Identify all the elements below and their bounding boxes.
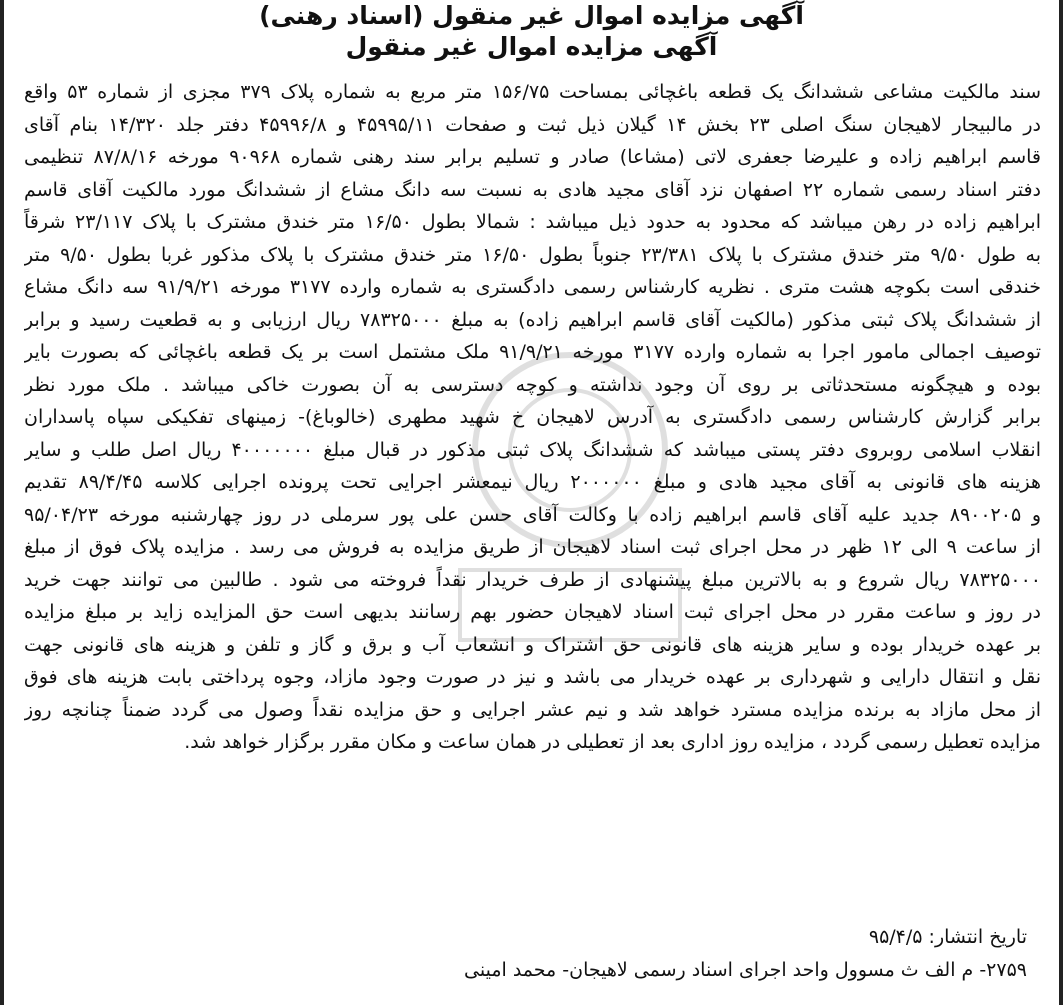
body-line: و ۸۹۰۰۲۰۵ جدید علیه آقای قاسم ابراهیم زاده با وکالت آقای حسن علی پور سرملی در روز چهارشنبه مورخه ۹۵/۰۴/۲۳ — [24, 503, 1041, 526]
body-line: ۷۸۳۲۵۰۰۰ ریال شروع و به بالاترین مبلغ پیشنهادی از طرف خریدار نقداً فروخته می شود . طالبین می توانند جهت خرید — [24, 568, 1041, 591]
body-line: نقل و انتقال دارایی و شهرداری بر عهده خریدار می باشد و نیز در صورت وجود مازاد، وجوه پرداختی بابت هزینه های فوق — [24, 666, 1041, 688]
body-line: مزایده تعطیل رسمی گردد ، مزایده روز اداری بعد از تعطیلی در همان ساعت و مکان مقرر برگزار خواهد شد. — [184, 731, 1041, 753]
body-line: به طول ۹/۵۰ متر خندق مشترک با پلاک ۲۳/۳۸۱ جنوباً بطول ۱۶/۵۰ متر خندق مشترک با پلاک مذکور غربا بطول ۹/۵۰ متر — [24, 243, 1041, 266]
notice-title: آگهی مزایده اموال غیر منقول (اسناد رهنی) — [259, 1, 804, 30]
body-line: توصیف اجمالی مامور اجرا به شماره وارده ۳۱۷۷ مورخه ۹۱/۹/۲۱ ملک مشتمل است بر یک قطعه باغچائی که بصورت بایر — [24, 341, 1041, 363]
body-line: بوده و هیچگونه مستحدثاتی بر روی آن وجود نداشته و کوچه دسترسی به آن بصورت خاکی میباشد . ملک مورد نظر — [24, 373, 1041, 396]
notice-body — [24, 76, 1041, 759]
notice-header — [20, 0, 1043, 62]
body-line: سند مالکیت مشاعی ششدانگ یک قطعه باغچائی بمساحت ۱۵۶/۷۵ متر مربع به شماره پلاک ۳۷۹ مجزی از شماره ۵۳ واقع — [24, 81, 1041, 103]
body-line: قاسم ابراهیم زاده و علیرضا جعفری لاتی (مشاعا) صادر و تسلیم برابر سند رهنی شماره ۹۰۹۶۸ مورخه ۸۷/۸/۱۶ تنظیمی — [24, 146, 1041, 168]
right-border — [1059, 0, 1063, 1005]
notice-subtitle: آگهی مزایده اموال غیر منقول — [345, 32, 718, 61]
left-border — [0, 0, 4, 1005]
body-line: ابراهیم زاده در رهن میباشد که محدود به حدود ذیل میباشد : شمالا بطول ۱۶/۵۰ متر خندق مشترک با پلاک ۲۳/۱۱۷ شرقاً — [24, 211, 1041, 233]
body-line: هزینه های قانونی به آقای مجید هادی و مبلغ ۲۰۰۰۰۰۰ ریال نیمعشر اجرایی تحت پرونده اجرایی کلاسه ۸۹/۴/۴۵ تقدیم — [24, 471, 1041, 493]
body-line: خندقی است بکوچه هشت متری . نظریه کارشناس رسمی دادگستری به شماره وارده ۳۱۷۷ مورخه ۹۱/۹/۲۱ سه دانگ مشاع — [24, 276, 1041, 298]
body-line: از ششدانگ پلاک ثبتی مذکور (مالکیت آقای قاسم ابراهیم زاده) به مبلغ ۷۸۳۲۵۰۰۰ ریال ارزیابی و به قطعیت رسید و برابر — [24, 308, 1041, 331]
body-line: در روز و ساعت مقرر در محل اجرای ثبت اسناد لاهیجان حضور بهم رسانند بدیهی است حق المزایده زاید بر مبلغ مزایده — [24, 601, 1041, 623]
body-line: در مالبیجار لاهیجان سنگ اصلی ۲۳ بخش ۱۴ گیلان ذیل ثبت و صفحات ۴۵۹۹۵/۱۱ و ۴۵۹۹۶/۸ دفتر جلد ۱۴/۳۲۰ بنام آقای — [24, 113, 1041, 136]
body-line: از محل مازاد به برنده مزایده مسترد خواهد شد و نیم عشر اجرایی و حق مزایده نقداً وصول می گردد ضمناً چنانچه روز — [24, 698, 1041, 721]
body-line: بر عهده خریدار بوده و سایر هزینه های قانونی حق اشتراک و انشعاب آب و برق و گاز و تلفن و هزینه های قانونی جهت — [24, 633, 1041, 656]
body-line: از ساعت ۹ الی ۱۲ ظهر در محل اجرای ثبت اسناد لاهیجان از طریق مزایده به فروش می رسد . مزایده پلاک فوق از مبلغ — [24, 536, 1041, 558]
signature-line: ۲۷۵۹- م الف ث مسوول واحد اجرای اسناد رسمی لاهیجان- محمد امینی — [464, 959, 1027, 981]
body-line: برابر گزارش کارشناس رسمی دادگستری به آدرس لاهیجان خ شهید مطهری (خالوباغ)- زمینهای تفکیکی سپاه پاسداران — [24, 406, 1041, 428]
body-line: دفتر اسناد رسمی شماره ۲۲ اصفهان نزد آقای مجید هادی به نسبت سه دانگ مشاع از ششدانگ مورد مالکیت آقای قاسم — [24, 178, 1041, 201]
publish-date: تاریخ انتشار: ۹۵/۴/۵ — [868, 926, 1027, 948]
body-line: انقلاب اسلامی روبروی دفتر پستی میباشد که ششدانگ پلاک ثبتی مذکور در قبال مبلغ ۴۰۰۰۰۰۰۰ ریال اصل طلب و سایر — [24, 438, 1041, 461]
